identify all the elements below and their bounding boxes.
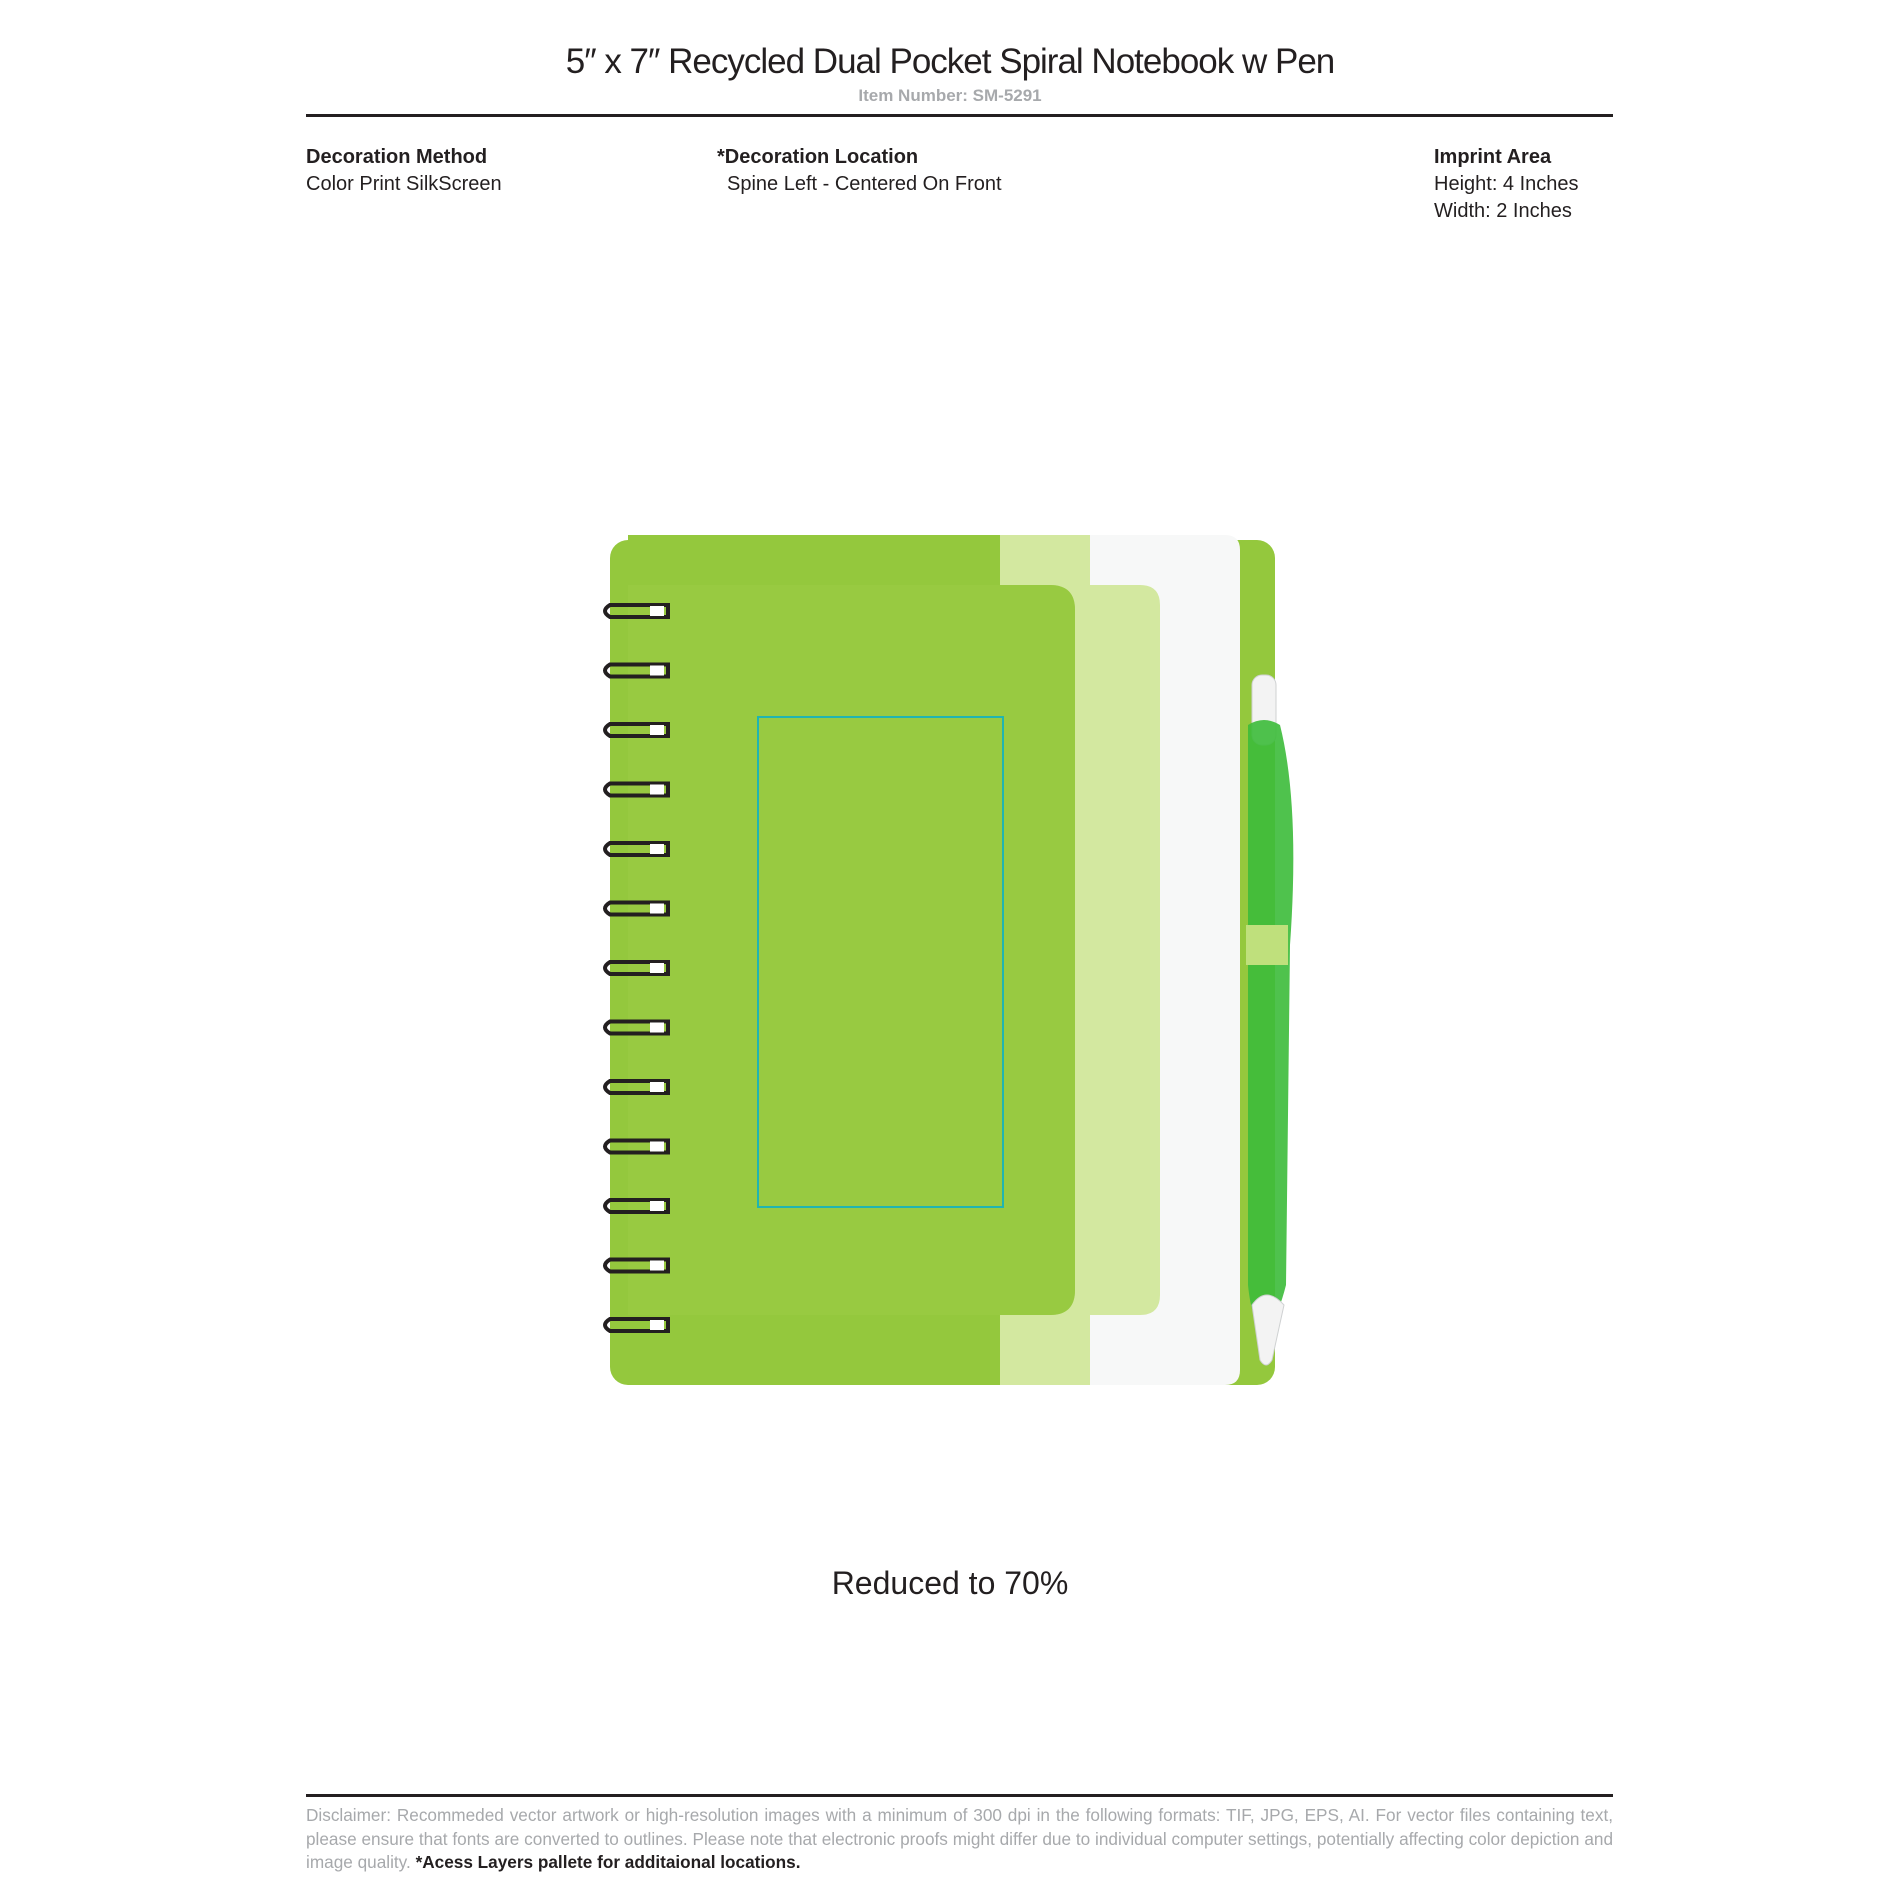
spiral-hole — [650, 904, 664, 914]
imprint-area-label: Imprint Area — [1434, 146, 1552, 168]
decoration-location-block — [717, 144, 1002, 198]
spiral-hole — [650, 844, 664, 854]
spiral-hole — [650, 666, 664, 676]
spiral-hole — [650, 1201, 664, 1211]
front-pocket — [628, 585, 1075, 1315]
spiral-hole — [650, 785, 664, 795]
scale-note: Reduced to 70% — [831, 1565, 1069, 1601]
spiral-hole — [650, 1320, 664, 1330]
decoration-location-label: *Decoration Location — [717, 146, 919, 168]
notebook-illustration — [600, 525, 1300, 1385]
imprint-height: Height: 4 Inches — [1434, 173, 1579, 195]
decoration-method-label: Decoration Method — [306, 146, 488, 168]
imprint-area-block — [1434, 144, 1579, 225]
product-title: 5″ x 7″ Recycled Dual Pocket Spiral Notebook w Pen — [565, 42, 1335, 81]
item-number: Item Number: SM-5291 — [858, 86, 1042, 105]
decoration-method-value: Color Print SilkScreen — [306, 173, 502, 195]
imprint-width: Width: 2 Inches — [1434, 200, 1572, 222]
pen — [1246, 675, 1293, 1365]
spiral-hole — [650, 1142, 664, 1152]
decoration-method-block — [306, 144, 502, 198]
spiral-hole — [650, 606, 664, 616]
spiral-hole — [650, 725, 664, 735]
spiral-hole — [650, 1261, 664, 1271]
footer-divider — [306, 1794, 1613, 1797]
layers-note: *Acess Layers pallete for additaional locations. — [415, 1852, 801, 1872]
spiral-hole — [650, 1023, 664, 1033]
disclaimer-text: Disclaimer: Recommeded vector artwork or high-resolution images with a minimum of 300 dpi in the following formats: TIF, JPG, EPS, AI. For vector files containing text, please ensure that fonts are converted to outlines. Please note that electronic proofs might differ due to individual computer settings, potentially affecting color depiction and image quality. — [306, 1805, 1613, 1872]
notebook-product-image — [600, 525, 1300, 1385]
spiral-hole — [650, 963, 664, 973]
spiral-hole — [650, 1082, 664, 1092]
disclaimer — [306, 1804, 1613, 1875]
decoration-location-value: Spine Left - Centered On Front — [727, 173, 1002, 195]
header-divider — [306, 114, 1613, 117]
